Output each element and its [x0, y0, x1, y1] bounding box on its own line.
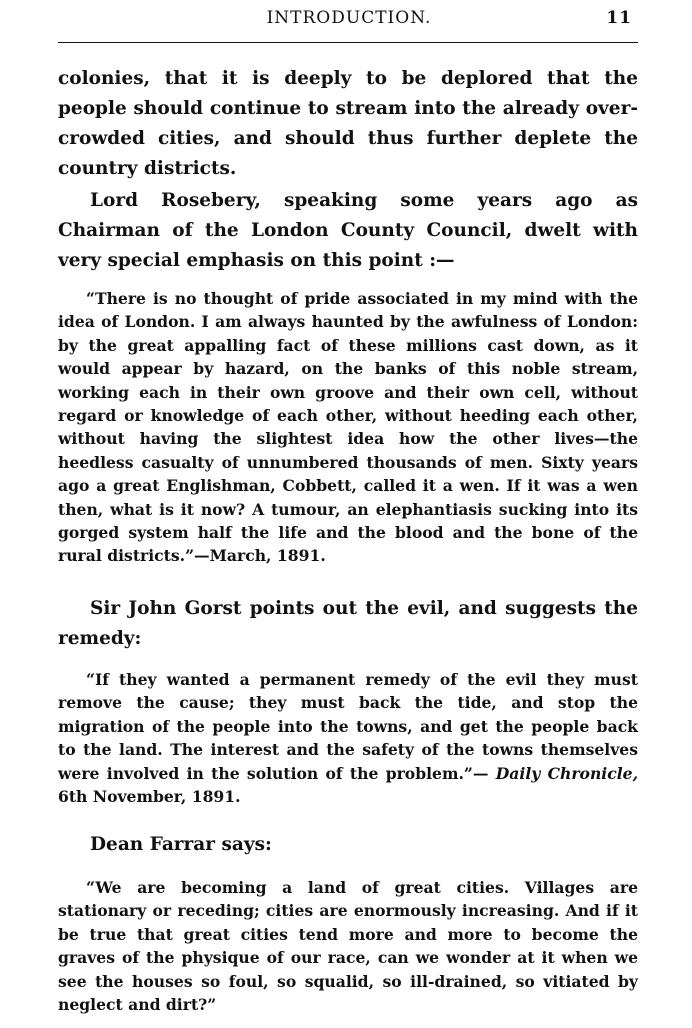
farrar-quote — [58, 876, 638, 1016]
page-number: 11 — [606, 8, 632, 28]
paragraph-farrar-intro: Dean Farrar says: — [90, 834, 272, 855]
paragraph-gorst-intro: Sir John Gorst points out the evil, and suggests the remedy: — [58, 598, 638, 649]
gorst-quote-source: Daily Chronicle, — [495, 763, 638, 783]
farrar-quote-text: “We are becoming a land of great cities. Villages are stationary or receding; cities are enormously increasing. And if it be true that great cities tend more and more to become the graves of the physique of our race, can we wonder at it when we see the houses so foul, so squalid, so ill-drained, so vitiated by neglect and dirt?” — [58, 878, 638, 1015]
gorst-quote-date: 6th November, 1891. — [58, 787, 241, 807]
rosebery-quote — [58, 287, 638, 568]
chapter-title: INTRODUCTION. — [266, 8, 432, 28]
gorst-quote-text: “If they wanted a permanent remedy of the evil they must remove the cause; they must back the tide, and stop the migration of the people into the towns, and get the people back to the land. The interest and the safety of the towns themselves were involved in the solution of the problem.”— — [58, 670, 638, 783]
gorst-quote — [58, 668, 638, 808]
rosebery-quote-text: “There is no thought of pride associated in my mind with the idea of London. I am always haunted by the awfulness of London: by the great appalling fact of these millions cast down, as it would appear by hazard, on the banks of this noble stream, working each in their own groove and their own cell, without regard or knowledge of each other, without heeding each other, without having the slightest idea how the other lives—the heedless casualty of unnumbered thousands of men. Sixty years ago a great Englishman, Cobbett, called it a wen. If it was a wen then, what is it now? A tumour, an elephantiasis sucking into its gorged system half the life and the blood and the bone of the rural districts.”—March, 1891. — [58, 289, 638, 566]
paragraph-rosebery-intro: Lord Rosebery, speaking some years ago as Chairman of the London County Council, dwelt with very special emphasis on this point :— — [58, 190, 638, 271]
paragraph-continuation: colonies, that it is deeply to be deplored that the people should continue to stream into the already over-crowded cities, and should thus further deplete the country districts. — [58, 68, 638, 179]
running-header — [58, 6, 640, 34]
header-rule — [58, 42, 638, 43]
